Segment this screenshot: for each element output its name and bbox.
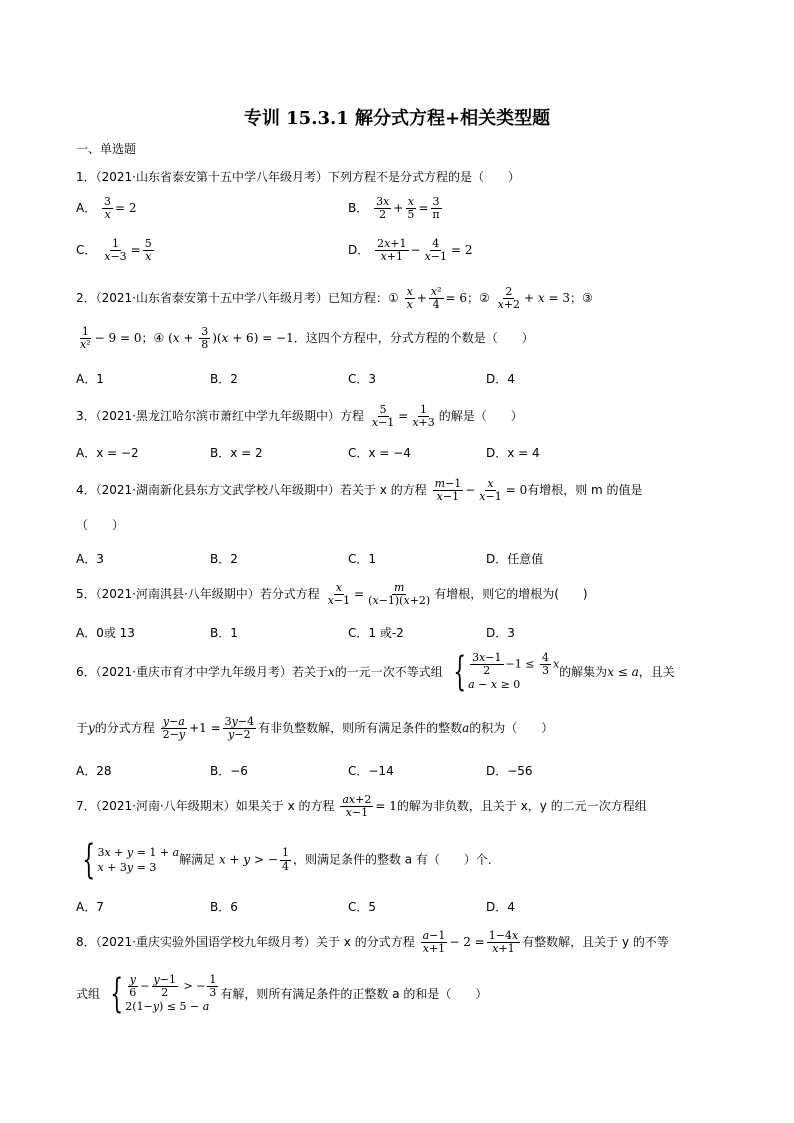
question-8-stem-line1: 8．（2021·重庆实验外国语学校九年级月考）关于 x 的分式方程 $\frac{a-1}{x+1}$ − 2 = $\frac{1-4x}{x+1}$ 有整数解，且关于 y 的不等 xyxy=(76,929,669,956)
q7-option-b: B．6 xyxy=(210,900,238,914)
page-title: 专训 15.3.1 解分式方程+相关类型题 xyxy=(243,108,551,129)
q6-option-d: D．−56 xyxy=(486,764,533,778)
q7-option-a: A．7 xyxy=(76,900,104,914)
q1-option-d: D． $\frac{2x+1}{x+1}$ − $\frac{4}{x-1}$ = 2 xyxy=(348,237,473,264)
q2-option-b: B．2 xyxy=(210,372,238,386)
q6-option-c: C．−14 xyxy=(348,764,394,778)
q3-option-b: B．x = 2 xyxy=(210,446,263,460)
question-6-stem-line2: 于y的分式方程 $\frac{y-a}{2-y}$ +1 = $\frac{3y-4}{y-2}$ 有非负整数解，则所有满足条件的整数a的积为（ ） xyxy=(76,715,554,742)
q5-option-c: C．1 或-2 xyxy=(348,626,404,640)
q3-option-c: C．x = −4 xyxy=(348,446,411,460)
q1-option-a: A． $\frac{3}{x}$ = 2 xyxy=(76,195,137,222)
q4-option-b: B．2 xyxy=(210,552,238,566)
q5-option-d: D．3 xyxy=(486,626,515,640)
section-heading: 一、单选题 xyxy=(76,142,137,156)
q5-option-a: A．0或 13 xyxy=(76,626,135,640)
question-2-stem-line2: $\frac{1}{\text{x²}}$ − 9 = 0；④ (x + $\frac{3}{8}$ )(x + 6) = −1．这四个方程中，分式方程的个数是（ ） xyxy=(80,325,534,352)
q6-option-a: A．28 xyxy=(76,764,112,778)
q4-option-a: A．3 xyxy=(76,552,104,566)
q2-option-d: D．4 xyxy=(486,372,515,386)
q2-option-a: A．1 xyxy=(76,372,104,386)
q7-option-d: D．4 xyxy=(486,900,515,914)
q7-option-c: C．5 xyxy=(348,900,377,914)
question-8-stem-line2: 式组 { $\frac{y}{6}$ − $\frac{y-1}{2}$ > − $\frac{1}{3}$ 2(1−y) ≤ 5 − a 有解，则所有满足条件的正整数 a 的和是（ ） xyxy=(76,971,488,1018)
q3-option-a: A．x = −2 xyxy=(76,446,139,460)
q6-option-b: B．−6 xyxy=(210,764,248,778)
question-1-stem: 1．（2021·山东省泰安第十五中学八年级月考）下列方程不是分式方程的是（ ） xyxy=(76,170,520,184)
q3-option-d: D．x = 4 xyxy=(486,446,540,460)
q2-option-c: C．3 xyxy=(348,372,377,386)
question-7-stem-line2: { 3x + y = 1 + a x + 3y = 3 解满足 x + y > − $\frac{1}{4}$ ，则满足条件的整数 a 有（ ）个． xyxy=(82,837,500,883)
question-4-stem-cont: （ ） xyxy=(76,518,125,532)
question-6-stem-line1: 6．（2021·重庆市育才中学九年级月考）若关于x的一元一次不等式组 { $\frac{3x-1}{2}$ −1 ≤ $\frac{4}{3}$ x a − x ≥ 0 的解集为x ≤ a，且关 xyxy=(76,649,675,696)
q5-option-b: B．1 xyxy=(210,626,238,640)
question-3-stem: 3．（2021·黑龙江哈尔滨市萧红中学九年级期中）方程 $\frac{5}{x-1}$ = $\frac{1}{x+3}$ 的解是（ ） xyxy=(76,403,523,430)
q1-option-c: C． $\frac{1}{x-3}$ = $\frac{5}{x}$ xyxy=(76,237,152,264)
question-7-stem-line1: 7．（2021·河南·八年级期末）如果关于 x 的方程 $\frac{ax+2}{x-1}$ = 1的解为非负数，且关于 x，y 的二元一次方程组 xyxy=(76,793,647,820)
question-5-stem: 5．（2021·河南淇县·八年级期中）若分式方程 $\frac{x}{x-1}$ = $\frac{m}{(x-1)(x+2)}$ 有增根，则它的增根为( ) xyxy=(76,581,588,608)
question-4-stem: 4．（2021·湖南新化县东方文武学校八年级期中）若关于 x 的方程 $\frac{m-1}{x-1}$ − $\frac{x}{x-1}$ = 0有增根，则 m 的值是 xyxy=(76,477,643,504)
q4-option-d: D．任意值 xyxy=(486,552,544,566)
question-2-stem-line1: 2．（2021·山东省泰安第十五中学八年级月考）已知方程：① $\frac{x}{x}$ + $\frac{\text{x²}}{4}$ = 6；② $\frac{2}{x+2}$ + x = 3；③ xyxy=(76,285,593,312)
q1-option-b: B． $\frac{3x}{2}$ + $\frac{x}{5}$ = $\frac{3}{\pi}$ xyxy=(348,195,440,222)
q4-option-c: C．1 xyxy=(348,552,377,566)
